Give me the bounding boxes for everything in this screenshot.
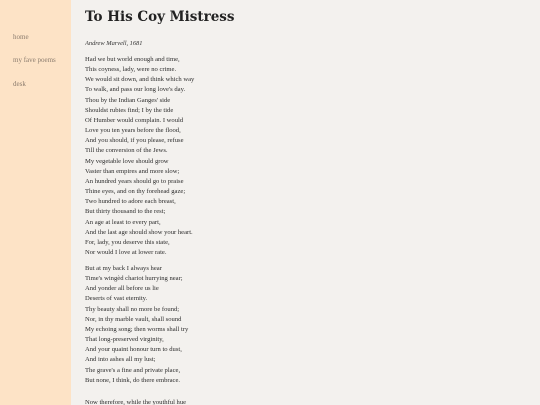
poem-line: Vaster than empires and more slow; [85, 167, 180, 175]
poem-line: Now therefore, while the youthful hue [85, 399, 187, 405]
poem-line: But none, I think, do there embrace. [85, 376, 181, 384]
poem-line: And your quaint honour turn to dust, [85, 346, 182, 354]
poem-line: To walk, and pass our long love's day. [85, 86, 186, 94]
poem-line: That long-preserved virginity, [85, 336, 164, 344]
poem-line: Thine eyes, and on thy forehead gaze; [85, 188, 186, 196]
poem-line: Had we but world enough and time, [85, 56, 180, 63]
poem-line: But at my back I always hear [85, 265, 162, 272]
poem-stanza-3 [85, 398, 186, 405]
poem-line: My echoing song; then worms shall try [85, 325, 189, 333]
nav-link-my-fave-poems[interactable]: my fave poems [13, 56, 56, 64]
poem-stanza-2 [85, 264, 188, 386]
poem-line: The grave's a fine and private place, [85, 366, 181, 374]
sidebar [0, 0, 71, 405]
poem-title: To His Coy Mistress [85, 9, 235, 25]
poem-line: Thy beauty shall no more be found; [85, 305, 180, 313]
poem-line: Thou by the Indian Ganges' side [85, 96, 171, 104]
poem-line: Love you ten years before the flood, [85, 127, 181, 135]
poem-line: For, lady, you deserve this state, [85, 238, 170, 246]
poem-line: Till the conversion of the Jews. [85, 147, 168, 155]
poem-line: An age at least to every part, [85, 218, 161, 226]
poem-line: Nor would I love at lower rate. [85, 248, 167, 256]
nav-link-desk[interactable]: desk [13, 80, 26, 88]
poem-stanza-1 [85, 55, 194, 258]
poem-line: Time's wingèd chariot hurrying near; [85, 275, 183, 283]
poem-line: And into ashes all my lust; [85, 356, 156, 364]
poem-author: Andrew Marvell, 1681 [85, 40, 143, 47]
poem-line: An hundred years should go to praise [85, 177, 184, 185]
poem-line: We would sit down, and think which way [85, 76, 195, 84]
poem-line: My vegetable love should grow [85, 157, 169, 165]
poem-line: And the last age should show your heart. [85, 228, 193, 236]
poem-line: Nor, in thy marble vault, shall sound [85, 315, 182, 323]
poem-line: Deserts of vast eternity. [85, 295, 148, 303]
poem-line: Shouldst rubies find; I by the tide [85, 106, 174, 114]
poem-line: But thirty thousand to the rest; [85, 208, 166, 216]
poem-line: Two hundred to adore each breast, [85, 198, 176, 206]
nav-link-home[interactable]: home [13, 33, 29, 41]
poem-line: And you should, if you please, refuse [85, 137, 184, 145]
poem-line: And yonder all before us lie [85, 285, 159, 293]
poem-line: Of Humber would complain. I would [85, 116, 184, 124]
poem-content [85, 0, 540, 405]
poem-line: This coyness, lady, were no crime. [85, 66, 177, 74]
